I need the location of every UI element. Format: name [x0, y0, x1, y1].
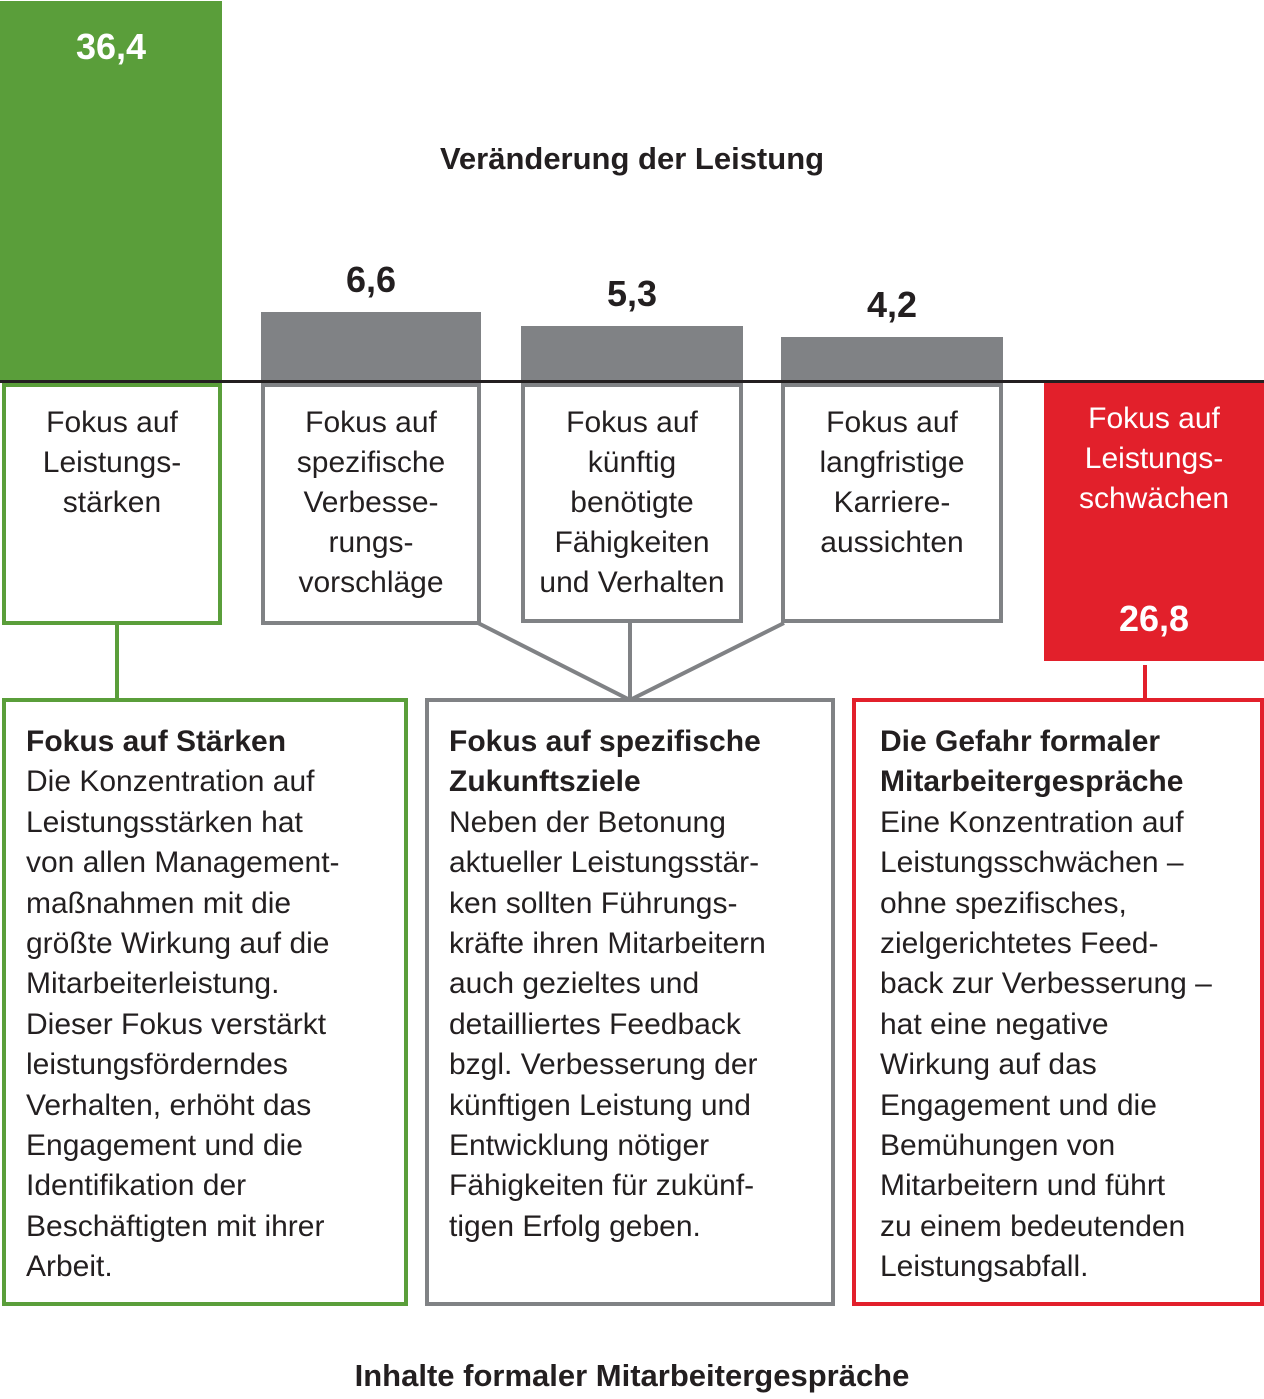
description-box-gefahr	[852, 698, 1264, 1306]
description-body-staerken: Die Konzentration auf Leistungsstärken hat von allen Management- maßnahmen mit die größte Wirkung auf die Mitarbeiterleistung. Dieser Fokus verstärkt leistungsförderndes Verhalten, erhöht das Engagement und die Identifikation der Beschäftigten mit ihrer Arbeit.	[26, 765, 340, 1284]
x-axis-label: Inhalte formaler Mitarbeitergespräche	[354, 1358, 910, 1393]
category-label-leistungsschwaechen: Fokus auf Leistungs- schwächen	[1044, 383, 1264, 583]
category-label-karriereaussichten: Fokus auf langfristige Karriere- aussichten	[781, 383, 1003, 623]
value-label-karriereaussichten: 4,2	[866, 284, 918, 326]
category-label-leistungsstaerken: Fokus auf Leistungs- stärken	[2, 383, 222, 625]
value-label-leistungsstaerken: 36,4	[75, 25, 147, 67]
value-label-verbesserungsvorschlaege: 6,6	[345, 259, 397, 301]
description-heading-zukunftsziele: Fokus auf spezifische Zukunftsziele	[449, 725, 761, 799]
connector-red	[1143, 665, 1147, 700]
value-label-leistungsschwaechen: 26,8	[1118, 598, 1190, 640]
chart-title: Veränderung der Leistung	[439, 141, 825, 176]
value-label-kuenftige-faehigkeiten: 5,3	[606, 272, 658, 314]
category-label-kuenftige-faehigkeiten: Fokus auf künftig benötigte Fähigkeiten und Verhalten	[521, 383, 743, 623]
description-heading-staerken: Fokus auf Stärken	[26, 725, 287, 758]
description-heading-gefahr: Die Gefahr formaler Mitarbeitergespräche	[880, 725, 1184, 799]
description-body-gefahr: Eine Konzentration auf Leistungsschwächen – ohne spezifisches, zielgerichtetes Feed- back zur Verbesserung – hat eine negative Wirkung auf das Engagement und die Bemühungen von Mitarbeitern und führt zu einem bedeutenden Leistungsabfall.	[880, 805, 1212, 1284]
description-body-zukunftsziele: Neben der Betonung aktueller Leistungsstär- ken sollten Führungs- kräfte ihren Mitarbeitern auch gezieltes und detailliertes Feedback bzgl. Verbesserung der künftigen Leistung und Entwicklung nötiger Fähigkeiten für zukünf- tigen Erfolg geben.	[449, 805, 766, 1243]
description-box-zukunftsziele	[425, 698, 835, 1306]
description-box-staerken	[2, 698, 408, 1306]
category-label-verbesserungsvorschlaege: Fokus auf spezifische Verbesse- rungs- vorschläge	[261, 383, 481, 625]
